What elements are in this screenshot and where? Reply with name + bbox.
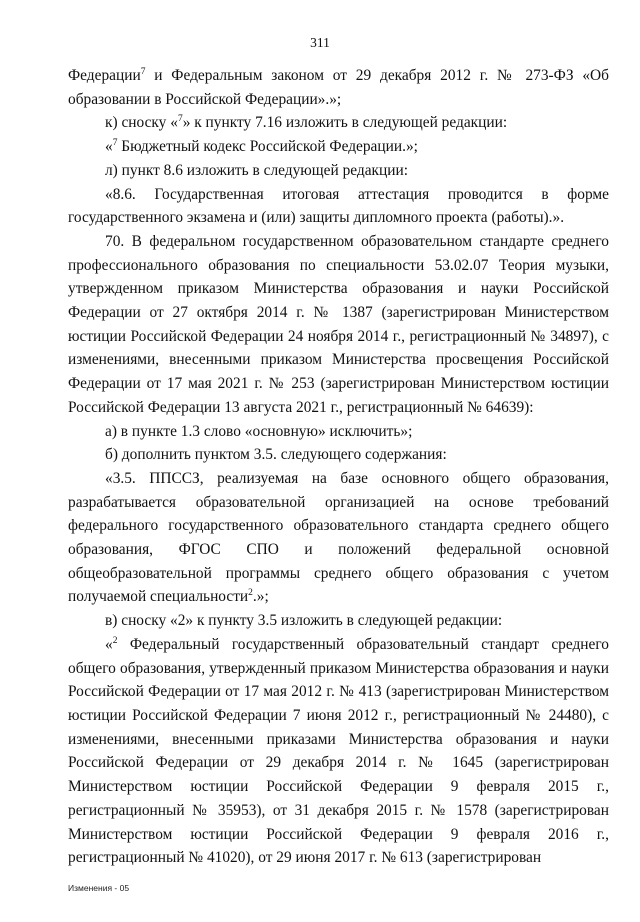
page-number: 311 (310, 35, 330, 50)
paragraph (68, 443, 609, 467)
footnote-marker: 7 (177, 114, 183, 125)
paragraph (68, 609, 609, 633)
paragraph-text: .»; (252, 588, 269, 606)
paragraph (68, 230, 609, 420)
paragraph-text: Федеральный государственный образовательный стандарт среднего общего образования, утвержденный приказом Министерства образования и науки Российской Федерации от 17 мая 2012 г. № 413 (зарегистрирован Министерством юстиции Российской Федерации 7 июня 2012 г., регистрационный № 24480), с изменениями, внесенными приказами Министерства образования и науки Российской Федерации от 29 декабря 2014 г. № 1645 (зарегистрирован Министерством юстиции Российской Федерации 9 февраля 2015 г., регистрационный № 35953), от 31 декабря 2015 г. № 1578 (зарегистрирован Министерством юстиции Российской Федерации 9 февраля 2016 г., регистрационный № 41020), от 29 июня 2017 г. № 613 (зарегистрирован (68, 635, 609, 867)
paragraph (68, 64, 609, 111)
footnote-marker: 2 (248, 588, 253, 599)
paragraph (68, 633, 609, 870)
footnote-marker: 2 (112, 635, 118, 646)
paragraph-text: Бюджетный кодекс Российской Федерации.»; (117, 138, 418, 156)
paragraph-text: а) в пункте 1.3 слово «основную» исключить»; (105, 422, 413, 440)
paragraph-text: к) сноску « (105, 114, 178, 132)
paragraph-text: « (105, 635, 113, 653)
paragraph-text: « (105, 138, 113, 156)
paragraph-text: в) сноску «2» к пункту 3.5 изложить в следующей редакции: (105, 612, 503, 630)
paragraph (68, 467, 609, 609)
paragraph (68, 183, 609, 230)
paragraph-text: » к пункту 7.16 изложить в следующей редакции: (182, 114, 508, 132)
paragraph-text: Федерации (68, 67, 141, 84)
paragraph (68, 420, 609, 444)
paragraph (68, 135, 609, 159)
paragraph (68, 159, 609, 183)
paragraph (68, 111, 609, 135)
paragraph-text: л) пункт 8.6 изложить в следующей редакции: (105, 161, 409, 179)
paragraph-text: б) дополнить пунктом 3.5. следующего содержания: (105, 446, 447, 464)
paragraph-text: «8.6. Государственная итоговая аттестация проводится в форме государственного экзамена и (или) защиты дипломного проекта (работы).». (68, 185, 609, 227)
paragraph-text: 70. В федеральном государственном образовательном стандарте среднего профессионального образования по специальности 53.02.07 Теория музыки, утвержденном приказом Министерства образования и науки Российской Федерации от 27 октября 2014 г. № 1387 (зарегистрирован Министерством юстиции Российской Федерации 24 ноября 2014 г., регистрационный № 34897), с изменениями, внесенными приказом Министерства просвещения Российской Федерации от 17 мая 2021 г. № 253 (зарегистрирован Министерством юстиции Российской Федерации 13 августа 2021 г., регистрационный № 64639): (68, 232, 609, 416)
footer-note: Изменения - 05 (68, 883, 130, 893)
footnote-marker: 7 (112, 138, 118, 149)
footnote-marker: 7 (140, 67, 146, 77)
document-body (68, 64, 609, 870)
paragraph-text: и Федеральным законом от 29 декабря 2012 г. № 273-ФЗ «Об образовании в Российской Федерации».»; (68, 67, 609, 108)
paragraph-text: «3.5. ППССЗ, реализуемая на базе основного общего образования, разрабатывается образовательной организацией на основе требований федерального государственного образовательного стандарта среднего общего образования, ФГОС СПО и положений федеральной основной общеобразовательной программы среднего общего образования с учетом получаемой специальности (68, 469, 609, 606)
